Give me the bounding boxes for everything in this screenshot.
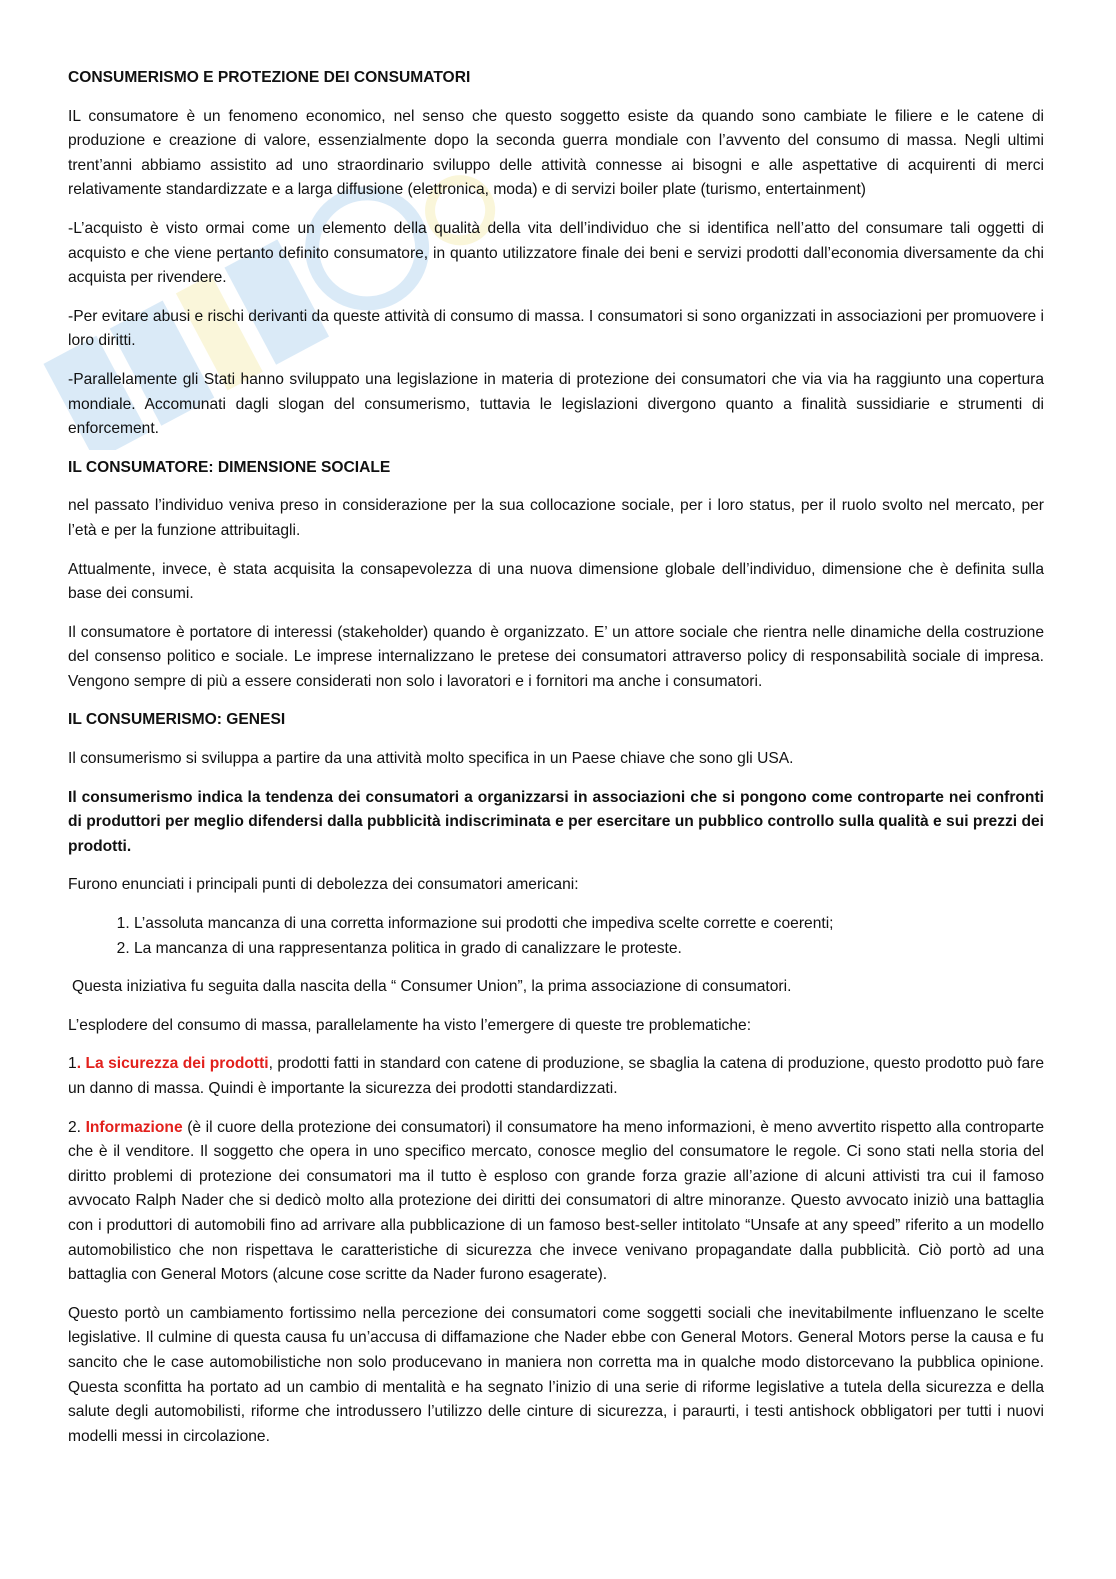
paragraph-purchase: -L’acquisto è visto ormai come un elemento della qualità della vita dell’individuo che si identifica nell’atto del consumare tali oggetti di acquisto e che viene pertanto definito consumatore, in quanto utilizzatore finale dei beni e servizi prodotti dall’economia diversamente da chi acquista per rivendere. — [68, 219, 1044, 287]
paragraph-past: nel passato l’individuo veniva preso in considerazione per la sua collocazione sociale, per i loro status, per il ruolo svolto nel mercato, per l’età e per la funzione attribuitagli. — [68, 497, 1044, 539]
safety-highlight: . La sicurezza dei prodotti — [76, 1055, 269, 1073]
information-highlight: Informazione — [85, 1118, 183, 1136]
safety-text: , prodotti fatti in standard con catene di produzione, se sbaglia la catena di produzione, questo prodotto può fare un danno di massa. Quindi è importante la sicurezza dei prodotti standardizzati. — [68, 1055, 1044, 1097]
heading-genesis: IL CONSUMERISMO: GENESI — [68, 711, 286, 729]
safety-number: 1 — [68, 1055, 77, 1073]
list-item: 2. La mancanza di una rappresentanza politica in grado di canalizzare le proteste. — [134, 937, 1044, 962]
information-text: (è il cuore della protezione dei consumatori) il consumatore ha meno informazioni, è meno avvertito rispetto alla controparte che è il venditore. Il soggetto che opera in uno specifico mercato, conosce meglio del consumatore le regole. Ci sono stati nella storia del diritto problemi di protezione dei consumatori ma il tutto è esploso con grande forza grazie all’azione di alcuni attivisti tra cui il famoso avvocato Ralph Nader che si dedicò molto alla protezione dei diritti dei consumatori di altre minoranze. Questo avvocato iniziò una battaglia con i produttori di automobili fino ad arrivare alla pubblicazione di un famoso best-seller intitolato “Unsafe at any speed” riferito a un modello automobilistico che non rispettava le caratteristiche di sicurezza che invece venivano propagandate dalla pubblicità. Ciò portò ad una battaglia con General Motors (alcune cose scritte da Nader furono esagerate). — [68, 1118, 1044, 1284]
paragraph-current: Attualmente, invece, è stata acquisita la consapevolezza di una nuova dimensione globale dell’individuo, dimensione che è definita sulla base dei consumi. — [68, 560, 1044, 603]
document-title: CONSUMERISMO E PROTEZIONE DEI CONSUMATORI — [68, 69, 471, 86]
paragraph-associations: -Per evitare abusi e rischi derivanti da queste attività di consumo di massa. I consumatori si sono organizzati in associazioni per promuovere i loro diritti. — [68, 307, 1044, 350]
paragraph-usa: Il consumerismo si sviluppa a partire da una attività molto specifica in un Paese chiave che sono gli USA. — [68, 750, 794, 768]
paragraph-three-problems: L’esplodere del consumo di massa, parallelamente ha visto l’emergere di queste tre problematiche: — [68, 1016, 752, 1034]
paragraph-stakeholder: Il consumatore è portatore di interessi (stakeholder) quando è organizzato. E’ un attore sociale che rientra nelle dinamiche della costruzione del consenso politico e sociale. Le imprese internalizzano le pretese dei consumatori attraverso policy di responsabilità sociale di impresa. Vengono sempre di più a essere considerati non solo i lavoratori e i fornitori ma anche i consumatori. — [68, 623, 1044, 690]
list-item: 1. L’assoluta mancanza di una corretta informazione sui prodotti che impediva scelte corrette e coerenti; — [134, 912, 1044, 937]
paragraph-definition: Il consumerismo indica la tendenza dei consumatori a organizzarsi in associazioni che si pongono come controparte nei confronti di produttori per meglio difendersi dalla pubblicità indiscriminata e per esercitare un pubblico controllo sulla qualità e sui prezzi dei prodotti. — [68, 788, 1044, 855]
information-number: 2. — [68, 1118, 86, 1136]
paragraph-legislation: -Parallelamente gli Stati hanno sviluppato una legislazione in materia di protezione dei consumatori che via via ha raggiunto una copertura mondiale. Accomunati dagli slogan del consumerismo, tuttavia le legislazioni divergono quanto a finalità sussidiarie e strumenti di enforcement. — [68, 370, 1044, 438]
paragraph-change: Questo portò un cambiamento fortissimo nella percezione dei consumatori come soggetti sociali che inevitabilmente influenzano le scelte legislative. Il culmine di questa causa fu un’accusa di diffamazione che Nader ebbe con General Motors. General Motors perse la causa e fu sancito che le case automobilistiche non solo producevano in maniera non corretta ma in qualche modo distorcevano la pubblica opinione. Questa sconfitta ha portato ad un cambio di mentalità e ha segnato l’inizio di una serie di riforme legislative a tutela della sicurezza e della salute degli automobilisti, riforme che introdussero l’utilizzo delle cinture di sicurezza, i paraurti, i testi antishock obbligatori per tutti i nuovi modelli messi in circolazione. — [68, 1304, 1044, 1445]
document-page — [68, 66, 1044, 1463]
paragraph-information — [68, 1116, 1044, 1288]
paragraph-safety — [68, 1052, 1044, 1101]
paragraph-consumer-union: Questa iniziativa fu seguita dalla nascita della “ Consumer Union”, la prima associazione di consumatori. — [72, 978, 792, 996]
paragraph-intro: IL consumatore è un fenomeno economico, nel senso che questo soggetto esiste da quando sono cambiate le filiere e le catene di produzione e creazione di valore, essenzialmente dopo la seconda guerra mondiale con l’avvento del consumo di massa. Negli ultimi trent’anni abbiamo assistito ad uno straordinario sviluppo delle attività connesse ai bisogni e alle aspettative di acquirenti di merci relativamente standardizzate e a larga diffusione (elettronica, moda) e di servizi boiler plate (turismo, entertainment) — [68, 107, 1044, 199]
weaknesses-list — [68, 912, 1044, 961]
heading-social-dimension: IL CONSUMATORE: DIMENSIONE SOCIALE — [68, 458, 391, 476]
paragraph-weaknesses-intro: Furono enunciati i principali punti di debolezza dei consumatori americani: — [68, 876, 579, 894]
